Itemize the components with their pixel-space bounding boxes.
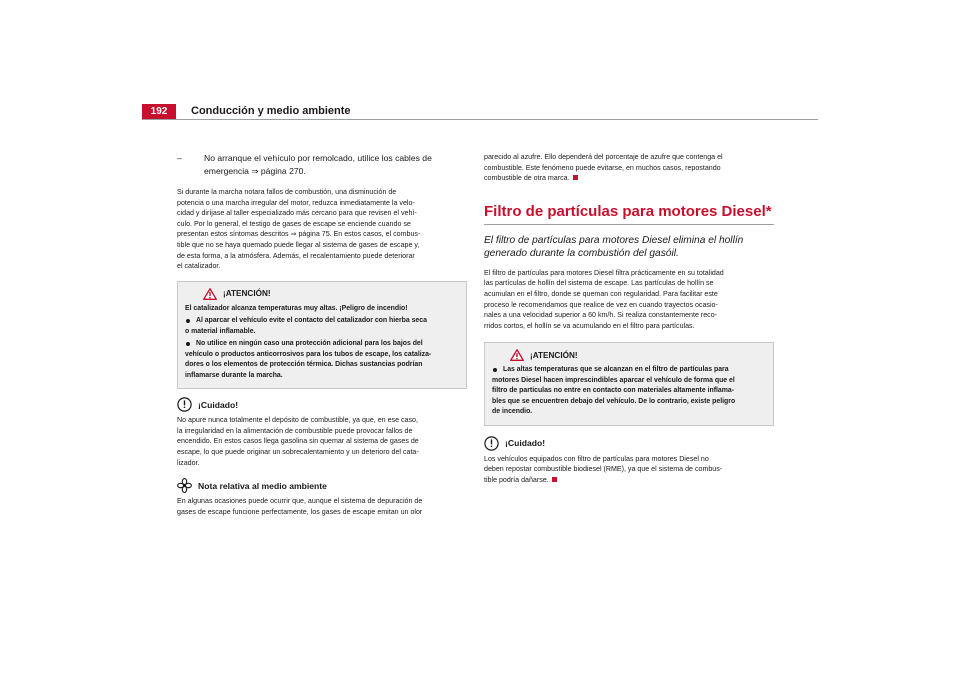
warning-line: Las altas temperaturas que se alcanzan en el filtro de partículas para xyxy=(503,366,729,374)
body-line: El filtro de partículas para motores Diesel filtra prácticamente en su totalidad xyxy=(484,268,724,277)
caution-line: la irregularidad en la alimentación de combustible puede provocar fallos de xyxy=(177,426,413,435)
caution-header xyxy=(177,397,467,412)
warning-header xyxy=(510,349,766,361)
continuation-line xyxy=(484,173,774,184)
warning-title: ¡ATENCIÓN! xyxy=(223,289,271,299)
section-body xyxy=(484,268,774,332)
intro-line: de esta forma, a la atmósfera. Además, el recalentamiento puede deteriorar xyxy=(177,251,415,260)
end-of-section-square-icon xyxy=(573,175,578,180)
warning-header xyxy=(203,288,459,300)
warning-line: o material inflamable. xyxy=(185,327,256,335)
warning-line: No utilice en ningún caso una protección adicional para los bajos del xyxy=(196,340,423,348)
warning-box xyxy=(177,281,467,390)
dash-list-item xyxy=(177,152,467,178)
warning-triangle-icon xyxy=(510,349,524,361)
caution-circle-icon xyxy=(177,397,192,412)
continuation-line: parecido al azufre. Ello dependerá del porcentaje de azufre que contenga el xyxy=(484,153,723,161)
warning-line: bles que se encuentren debajo del vehículo. De lo contrario, existe peligro xyxy=(492,397,736,405)
warning-line: de incendio. xyxy=(492,408,533,416)
continuation-text: combustible de otra marca. xyxy=(484,174,570,183)
warning-bullet xyxy=(185,316,459,327)
page-number: 192 xyxy=(142,104,176,119)
body-line: rridos cortos, el hollín se va acumulando en el filtro para partículas. xyxy=(484,321,695,330)
section-lead xyxy=(484,234,774,260)
environment-line: En algunas ocasiones puede ocurrir que, aunque el sistema de depuración de xyxy=(177,497,423,506)
caution-text: tible podría dañarse. xyxy=(484,476,549,485)
right-column xyxy=(484,152,774,486)
warning-line: inflamarse durante la marcha. xyxy=(185,371,283,379)
caution-title: ¡Cuidado! xyxy=(505,438,546,449)
warning-line: motores Diesel hacen imprescindibles aparcar el vehículo de forma que el xyxy=(492,376,735,384)
caution-line: encendido. En estos casos llega gasolina sin quemar al sistema de gases de xyxy=(177,437,419,446)
continuation-paragraph xyxy=(484,152,774,184)
intro-line: culo. Por lo general, el testigo de gases de escape se enciende cuando se xyxy=(177,219,411,228)
caution-line: lizador. xyxy=(177,458,200,467)
lead-line: generado durante la combustión del gasóil. xyxy=(484,247,679,259)
caution-line: Los vehículos equipados con filtro de partículas para motores Diesel no xyxy=(484,454,709,463)
dash-item-text: No arranque el vehículo por remolcado, utilice los cables de emergencia ⇒ página 270. xyxy=(204,153,432,176)
left-column xyxy=(177,152,467,517)
warning-line: dores o los elementos de protección térmica. Dichas sustancias podrían xyxy=(185,361,423,369)
caution-paragraph xyxy=(177,415,467,468)
lead-line: El filtro de partículas para motores Diesel elimina el hollín xyxy=(484,234,744,246)
intro-line: Si durante la marcha notara fallos de combustión, una disminución de xyxy=(177,188,397,196)
caution-line xyxy=(484,475,774,486)
continuation-line: combustible. Este fenómeno puede evitarse, en muchos casos, repostando xyxy=(484,163,721,172)
intro-line: presentan estos síntomas descritos ⇒ página 75. En estos casos, el combus- xyxy=(177,230,421,239)
running-header-title: Conducción y medio ambiente xyxy=(191,105,351,117)
caution-title: ¡Cuidado! xyxy=(198,399,239,410)
warning-line: vehículo o productos anticorrosivos para los tubos de escape, los cataliza- xyxy=(185,350,432,358)
warning-box xyxy=(484,342,774,426)
intro-line: el catalizador. xyxy=(177,262,221,271)
caution-line: escape, lo que puede originar un sobrecalentamiento y un deterioro del cata- xyxy=(177,448,419,457)
body-line: nales a una velocidad superior a 60 km/h. Si realiza constantemente reco- xyxy=(484,311,718,320)
warning-bullet xyxy=(185,339,459,350)
caution-paragraph xyxy=(484,454,774,486)
environment-header xyxy=(177,478,467,493)
body-line: proceso le recomendamos que realice de vez en cuando trayectos ocasio- xyxy=(484,300,718,309)
body-line: acumulan en el filtro, donde se queman con regularidad. Para facilitar este xyxy=(484,289,718,298)
warning-line: Al aparcar el vehículo evite el contacto del catalizador con hierba seca xyxy=(196,317,427,325)
intro-line: potencia o una marcha irregular del motor, reduzca inmediatamente la velo- xyxy=(177,198,415,207)
section-title: Filtro de partículas para motores Diesel* xyxy=(484,203,774,225)
intro-paragraph xyxy=(177,187,467,272)
warning-bullet xyxy=(492,365,766,376)
warning-title: ¡ATENCIÓN! xyxy=(530,350,578,360)
warning-triangle-icon xyxy=(203,288,217,300)
environment-flower-icon xyxy=(177,478,192,493)
caution-line: No apure nunca totalmente el depósito de combustible, ya que, en ese caso, xyxy=(177,416,418,425)
caution-circle-icon xyxy=(484,436,499,451)
end-of-section-square-icon xyxy=(552,477,557,482)
header-rule xyxy=(142,119,818,120)
warning-line: filtro de partículas no entre en contacto con materiales altamente inflama- xyxy=(492,387,735,395)
environment-paragraph xyxy=(177,496,467,517)
dash-marker: – xyxy=(177,153,182,163)
warning-intro: El catalizador alcanza temperaturas muy altas. ¡Peligro de incendio! xyxy=(185,304,408,312)
environment-line: gases de escape funcione perfectamente, los gases de escape emitan un olor xyxy=(177,507,423,516)
caution-header xyxy=(484,436,774,451)
intro-line: tible que no se haya quemado puede llegar al sistema de gases de escape y, xyxy=(177,240,420,249)
environment-title: Nota relativa al medio ambiente xyxy=(198,480,327,491)
body-line: las partículas de hollín del sistema de escape. Las partículas de hollín se xyxy=(484,279,714,288)
caution-line: deben repostar combustible biodiesel (RME), ya que el sistema de combus- xyxy=(484,465,723,474)
intro-line: cidad y diríjase al taller especializado más cercano para que revisen el vehí- xyxy=(177,209,417,218)
